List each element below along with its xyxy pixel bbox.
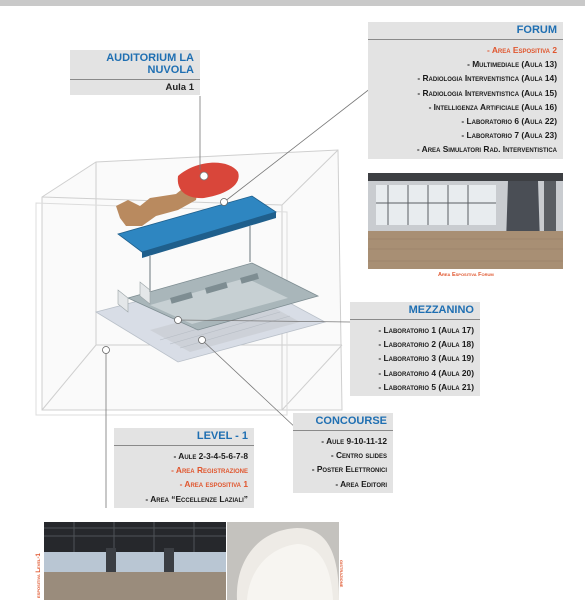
- forum-item: - Radiologia Interventistica (Aula 14): [417, 73, 557, 84]
- forum-item: - Laboratorio 6 (Aula 22): [461, 116, 557, 127]
- forum-item: - Area Espositiva 2: [487, 45, 557, 55]
- concourse-title: CONCOURSE: [293, 413, 393, 431]
- forum-photo: [368, 173, 563, 269]
- level1-item: - Aule 2-3-4-5-6-7-8: [173, 451, 248, 461]
- auditorium-panel: [70, 50, 200, 95]
- forum-photo-caption: Area Espositiva Forum: [438, 272, 494, 278]
- forum-item: - Laboratorio 7 (Aula 23): [461, 130, 557, 141]
- level1-photo-caption: espositiva Level-1: [36, 553, 42, 598]
- concourse-marker: [199, 337, 206, 344]
- registration-photo-illustration: [227, 522, 339, 600]
- level1-item: - Area espositiva 1: [179, 479, 248, 490]
- mezzanino-title: MEZZANINO: [350, 302, 480, 320]
- concourse-panel: [293, 413, 393, 493]
- forum-title: FORUM: [368, 22, 563, 40]
- concourse-item: - Centro slides: [330, 450, 387, 461]
- level1-item: - Area “Eccellenze Laziali”: [145, 493, 248, 504]
- forum-item: - Area Simulatori Rad. Interventistica: [416, 144, 557, 155]
- registration-photo-caption: gistrazione: [338, 560, 344, 588]
- mezzanino-item: - Laboratorio 5 (Aula 21): [378, 381, 474, 392]
- concourse-list: [293, 431, 393, 493]
- concourse-item: - Area Editori: [335, 478, 387, 489]
- level1-photo: [44, 522, 226, 600]
- forum-item: - Radiologia Interventistica (Aula 15): [417, 87, 557, 98]
- level1-list: [114, 446, 254, 508]
- mezzanino-item: - Laboratorio 4 (Aula 20): [378, 367, 474, 378]
- level1-panel: [114, 428, 254, 508]
- mezzanino-list: [350, 320, 480, 396]
- concourse-item: - Poster Elettronici: [311, 464, 387, 475]
- forum-item: - Multimediale (Aula 13): [467, 59, 557, 70]
- mezzanino-panel: [350, 302, 480, 396]
- concourse-item: - Aule 9-10-11-12: [321, 436, 387, 446]
- forum-list: [368, 40, 563, 159]
- level1-title: LEVEL - 1: [114, 428, 254, 446]
- level1-item: - Area Registrazione: [171, 465, 248, 476]
- mezzanino-item: - Laboratorio 2 (Aula 18): [378, 339, 474, 350]
- auditorium-title: AUDITORIUM LA NUVOLA: [70, 50, 200, 80]
- forum-marker: [221, 199, 228, 206]
- level1-marker: [103, 347, 110, 354]
- forum-item: - Intelligenza Artificiale (Aula 16): [428, 101, 557, 112]
- mezzanino-item: - Laboratorio 3 (Aula 19): [378, 353, 474, 364]
- level1-photo-illustration: [44, 522, 226, 600]
- mezzanino-item: - Laboratorio 1 (Aula 17): [378, 325, 474, 335]
- mezzanino-marker: [175, 317, 182, 324]
- registration-photo: [227, 522, 339, 600]
- forum-panel: [368, 22, 563, 159]
- forum-photo-illustration: [368, 173, 563, 269]
- auditorium-subtitle: Aula 1: [165, 82, 194, 93]
